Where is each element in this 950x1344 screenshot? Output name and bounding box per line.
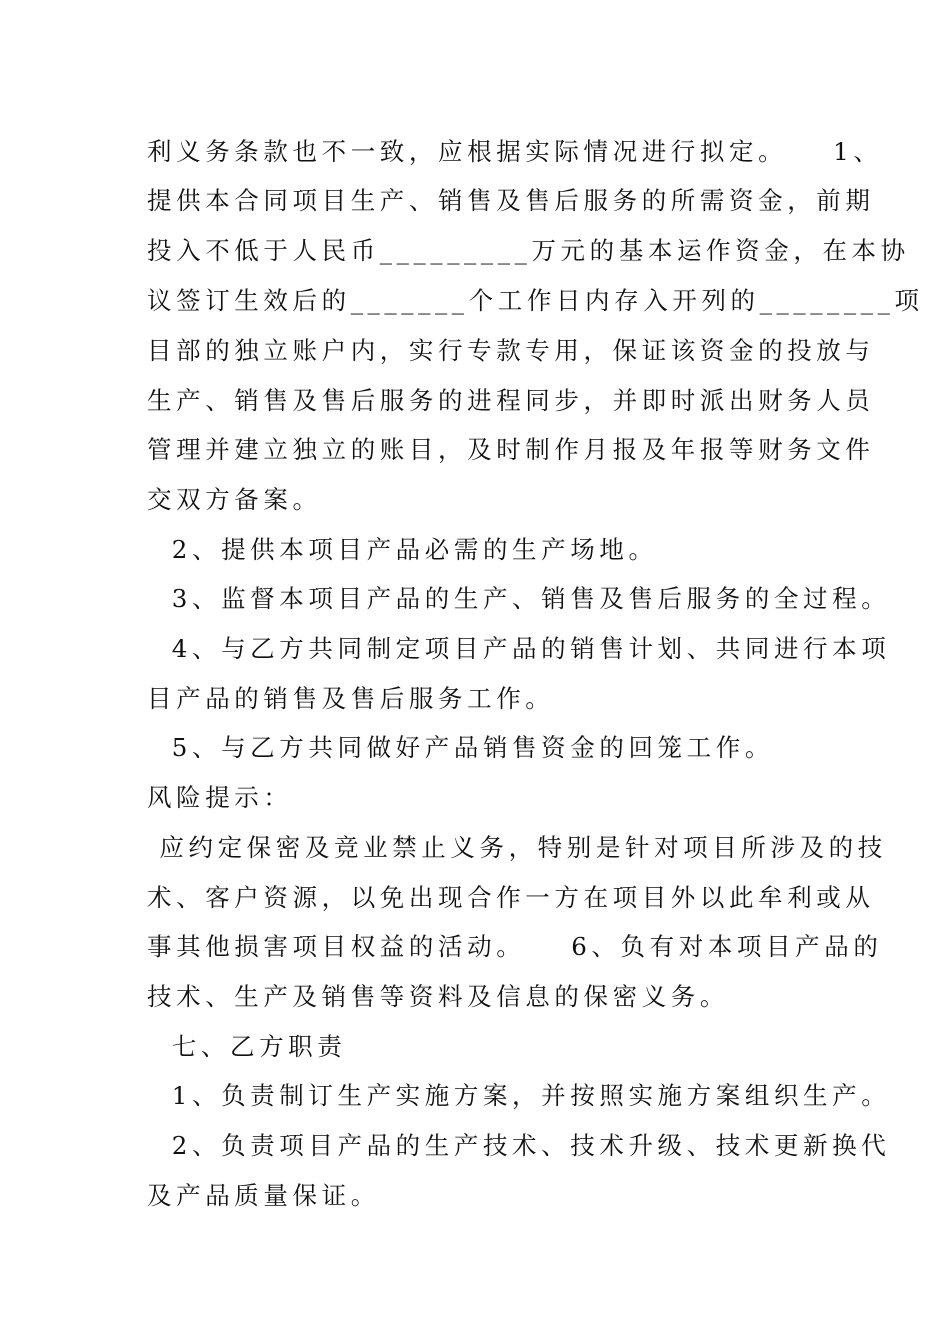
list-item: 5、与乙方共同做好产品销售资金的回笼工作。 bbox=[147, 733, 774, 762]
text-line: 交双方备案。 bbox=[147, 485, 322, 514]
text-line: 利义务条款也不一致，应根据实际情况进行拟定。 1、 bbox=[147, 137, 883, 166]
list-item: 3、监督本项目产品的生产、销售及售后服务的全过程。 bbox=[147, 584, 891, 613]
text-line: 术、客户资源，以免出现合作一方在项目外以此牟利或从 bbox=[147, 883, 875, 912]
text-line: 议签订生效后的_______个工作日内存入开列的________项 bbox=[147, 286, 924, 315]
text-line: 管理并建立独立的账目，及时制作月报及年报等财务文件 bbox=[147, 435, 875, 464]
text-line: 投入不低于人民币_________万元的基本运作资金，在本协 bbox=[147, 236, 910, 265]
text-line: 应约定保密及竞业禁止义务，特别是针对项目所涉及的技 bbox=[147, 833, 887, 862]
section-heading: 七、乙方职责 bbox=[147, 1032, 347, 1061]
list-item: 2、负责项目产品的生产技术、技术升级、技术更新换代 bbox=[147, 1131, 891, 1160]
text-line: 生产、销售及售后服务的进程同步，并即时派出财务人员 bbox=[147, 386, 875, 415]
text-line: 事其他损害项目权益的活动。 6、负有对本项目产品的 bbox=[147, 932, 883, 961]
text-line: 技术、生产及销售等资料及信息的保密义务。 bbox=[147, 982, 729, 1011]
text-line: 提供本合同项目生产、销售及售后服务的所需资金，前期 bbox=[147, 186, 875, 215]
text-line: 及产品质量保证。 bbox=[147, 1181, 380, 1210]
list-item: 2、提供本项目产品必需的生产场地。 bbox=[147, 535, 658, 564]
text-line: 目部的独立账户内，实行专款专用，保证该资金的投放与 bbox=[147, 336, 875, 365]
risk-heading: 风险提示： bbox=[147, 783, 293, 812]
list-item: 4、与乙方共同制定项目产品的销售计划、共同进行本项 bbox=[147, 634, 891, 663]
list-item: 1、负责制订生产实施方案，并按照实施方案组织生产。 bbox=[147, 1081, 891, 1110]
text-line: 目产品的销售及售后服务工作。 bbox=[147, 684, 555, 713]
